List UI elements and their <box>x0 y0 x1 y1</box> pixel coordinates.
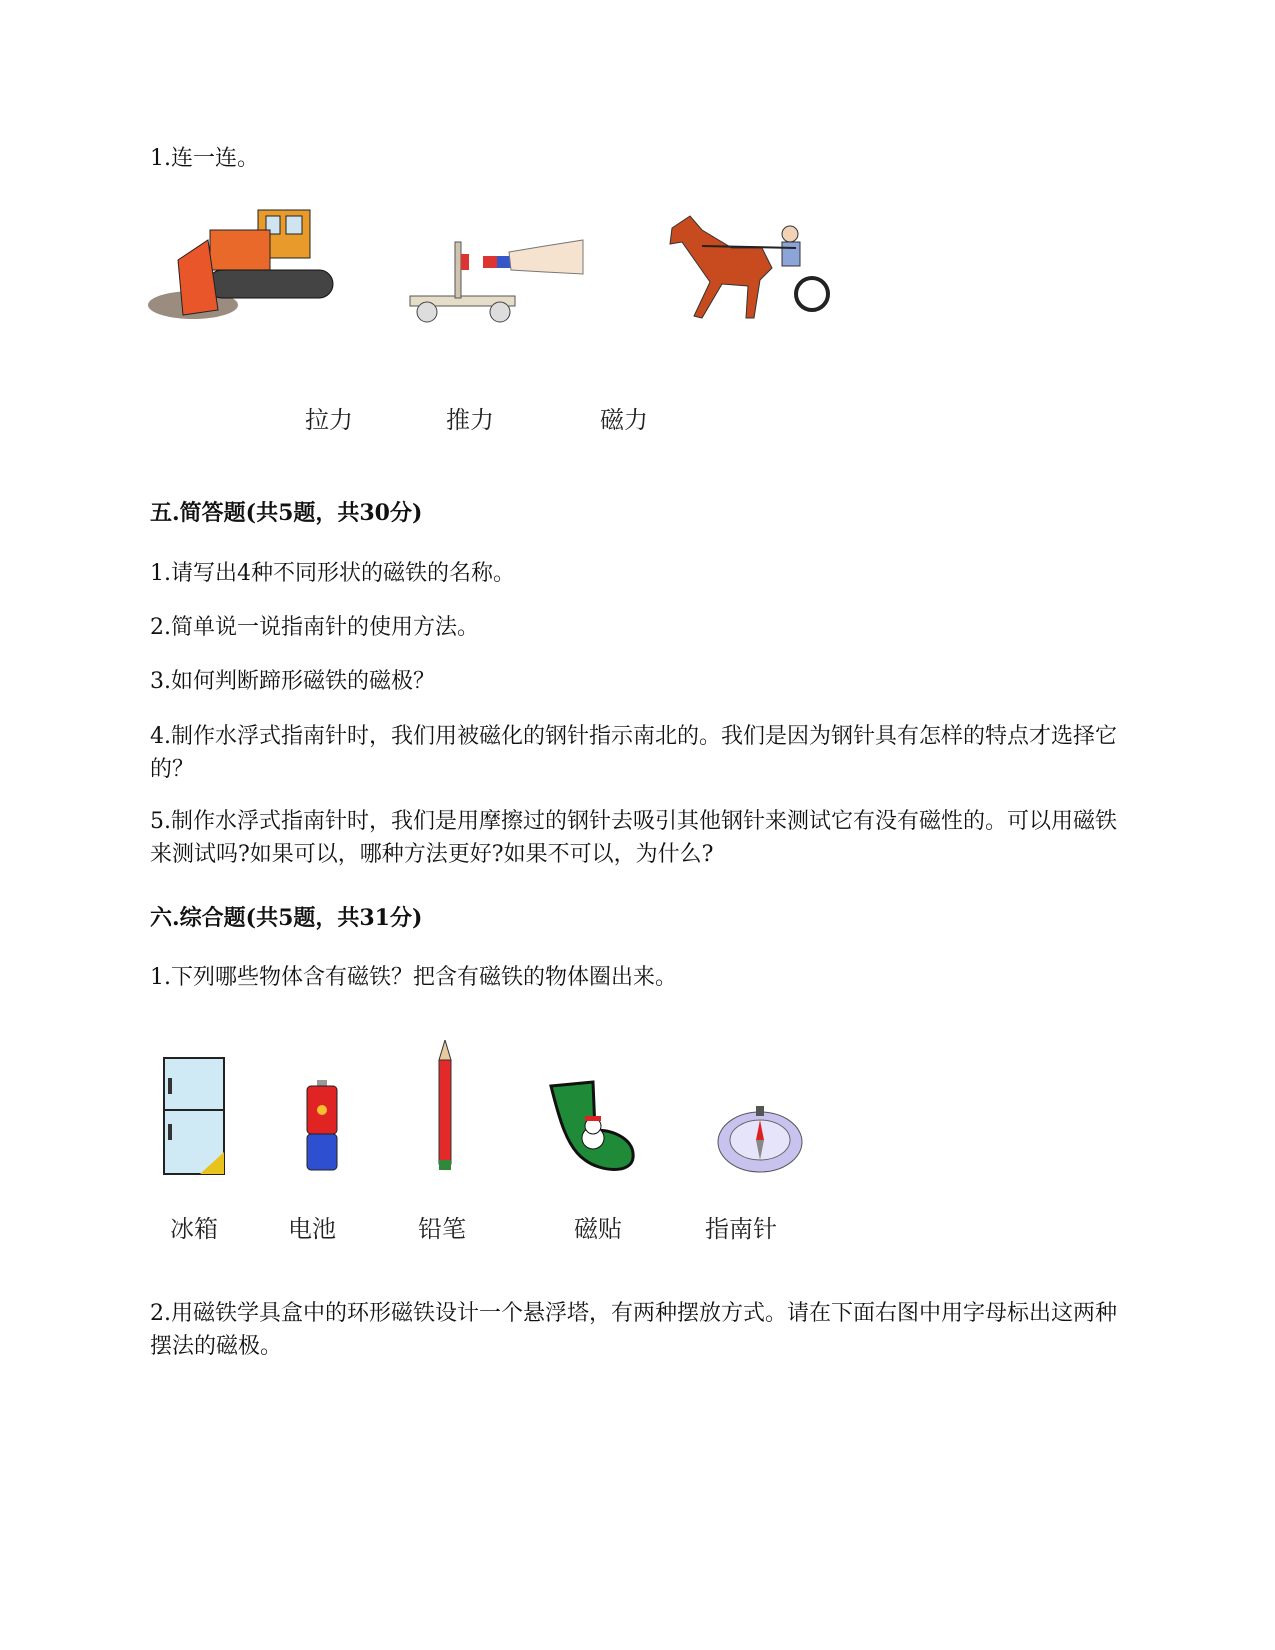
fridge-magnet-icon <box>545 1078 641 1174</box>
section6-q1: 1.下列哪些物体含有磁铁？把含有磁铁的物体圈出来。 <box>150 965 677 990</box>
battery-icon <box>303 1080 341 1174</box>
toy-cart-magnet-icon <box>405 238 585 326</box>
section5-q1: 1.请写出4种不同形状的磁铁的名称。 <box>150 561 515 586</box>
section6-q2: 2.用磁铁学具盒中的环形磁铁设计一个悬浮塔，有两种摆放方式。请在下面右图中用字母标出这两种摆法的磁极。 <box>150 1301 1117 1359</box>
force-label-magnetic: 磁力 <box>600 406 648 434</box>
pencil-icon <box>437 1040 453 1172</box>
compass-icon <box>712 1100 808 1180</box>
object-label-battery: 电池 <box>288 1215 336 1243</box>
bulldozer-icon <box>148 200 338 330</box>
question-connect: 1.连一连。 <box>150 146 259 171</box>
section5-q5: 5.制作水浮式指南针时，我们是用摩擦过的钢针去吸引其他钢针来测试它有没有磁性的。可以用磁铁来测试吗?如果可以，哪种方法更好?如果不可以，为什么? <box>150 809 1117 867</box>
force-label-pull: 拉力 <box>305 406 353 434</box>
object-label-fridge-magnet: 磁贴 <box>574 1215 622 1243</box>
section6-title: 六.综合题(共5题，共31分) <box>150 905 423 931</box>
horse-cart-icon <box>662 208 832 326</box>
section5-q3: 3.如何判断蹄形磁铁的磁极？ <box>150 669 435 694</box>
section5-q2: 2.简单说一说指南针的使用方法。 <box>150 615 479 640</box>
object-label-compass: 指南针 <box>705 1215 777 1243</box>
section5-q4: 4.制作水浮式指南针时，我们用被磁化的钢针指示南北的。我们是因为钢针具有怎样的特点才选择它的？ <box>150 724 1117 782</box>
section5-title: 五.简答题(共5题，共30分) <box>150 500 423 526</box>
object-label-refrigerator: 冰箱 <box>170 1215 218 1243</box>
force-label-push: 推力 <box>446 406 494 434</box>
object-label-pencil: 铅笔 <box>418 1215 466 1243</box>
refrigerator-icon <box>160 1052 230 1184</box>
